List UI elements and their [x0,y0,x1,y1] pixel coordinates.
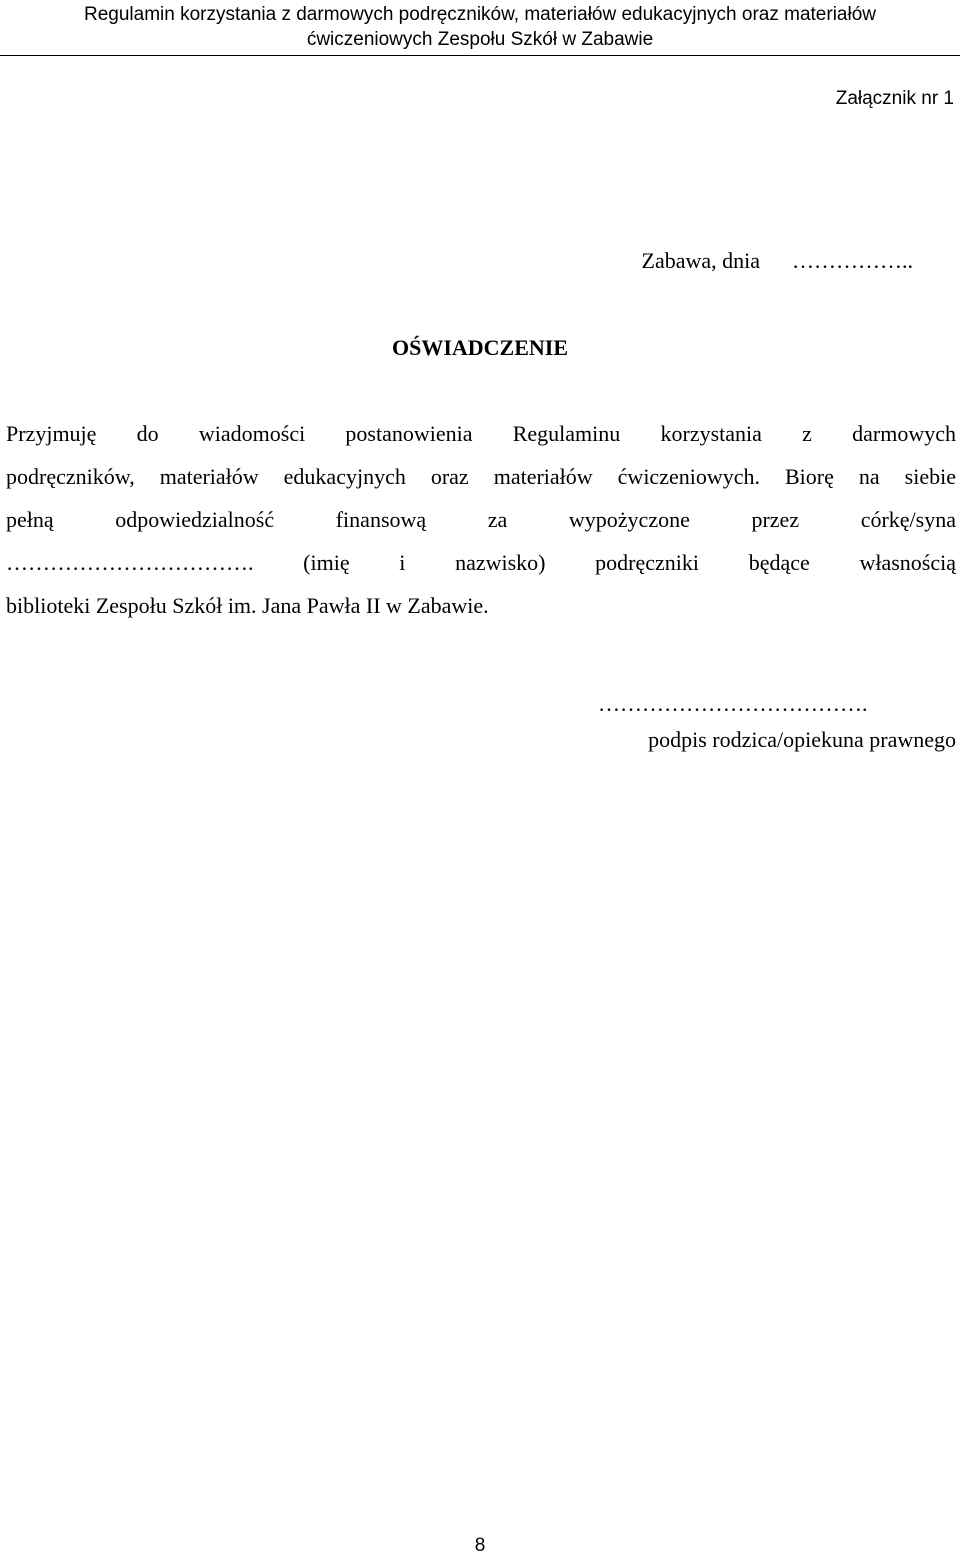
paragraph-word: nazwisko) [455,550,546,575]
paragraph-line-last: biblioteki Zespołu Szkół im. Jana Pawła II w Zabawie. [6,593,489,618]
paragraph-word: i [399,550,406,575]
paragraph-word: córkę/syna [860,507,956,532]
document-title: OŚWIADCZENIE [391,335,569,360]
paragraph-word: przez [751,507,800,532]
paragraph-word: Biorę [785,464,834,489]
paragraph-word: Regulaminu [512,421,621,446]
paragraph-word: ćwiczeniowych. [617,464,760,489]
paragraph-word: wiadomości [198,421,306,446]
paragraph-word: będące [748,550,810,575]
paragraph-word: siebie [904,464,956,489]
paragraph-word: oraz [430,464,469,489]
paragraph-word: podręczników, [6,464,135,489]
place-date-label: Zabawa, dnia [641,248,760,273]
paragraph-line [6,506,956,549]
signature-label: podpis rodzica/opiekuna prawnego [648,727,956,752]
running-header [0,0,960,56]
date-fill-line: …………….. [792,248,913,273]
paragraph-word: materiałów [493,464,593,489]
paragraph-word: własnością [859,550,956,575]
paragraph-word: edukacyjnych [283,464,406,489]
paragraph-word: z [802,421,812,446]
header-line-2: ćwiczeniowych Zespołu Szkół w Zabawie [306,29,654,50]
page-number: 8 [474,1535,486,1556]
paragraph-line [6,463,956,506]
paragraph-word: korzystania [660,421,762,446]
paragraph-word: podręczniki [595,550,700,575]
declaration-paragraph [6,420,956,635]
paragraph-line [6,420,956,463]
attachment-label: Załącznik nr 1 [835,88,954,109]
paragraph-word: za [487,507,508,532]
paragraph-word: Przyjmuję [6,421,97,446]
paragraph-word: darmowych [852,421,956,446]
paragraph-word: finansową [335,507,427,532]
paragraph-word: odpowiedzialność [115,507,275,532]
paragraph-word: wypożyczone [568,507,690,532]
header-line-1: Regulamin korzystania z darmowych podręczników, materiałów edukacyjnych oraz materiałów [83,4,876,25]
paragraph-word: (imię [303,550,350,575]
paragraph-word: na [858,464,880,489]
paragraph-word: do [136,421,159,446]
paragraph-word: materiałów [159,464,259,489]
signature-fill-line: ………………………………. [598,691,868,716]
paragraph-line [6,549,956,592]
paragraph-word: pełną [6,507,54,532]
paragraph-word: ……………………………. [6,550,254,575]
paragraph-word: postanowienia [345,421,473,446]
